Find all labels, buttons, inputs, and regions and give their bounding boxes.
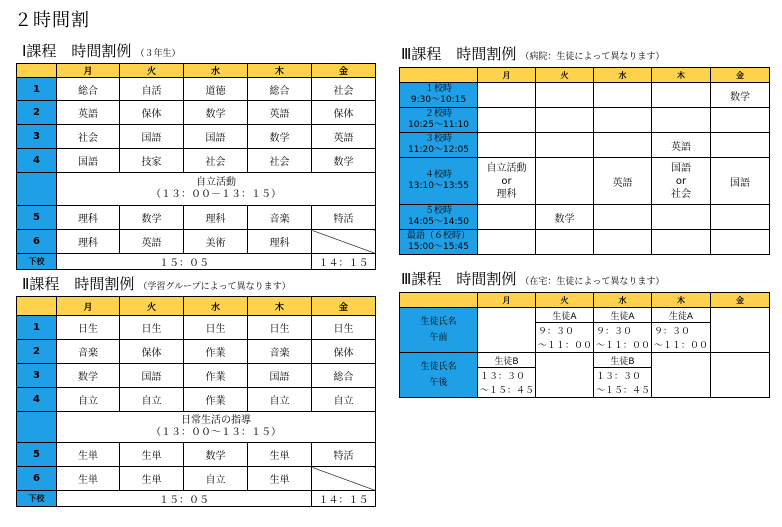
dismissal-label: 下校 xyxy=(17,254,57,270)
subject-cell: 作業 xyxy=(184,340,248,364)
subject-cell: 作業 xyxy=(184,364,248,388)
dismissal-label: 下校 xyxy=(17,491,57,507)
subject-cell: 技家 xyxy=(120,149,184,173)
time-end: ～１１：００ xyxy=(594,338,652,353)
student-name-label: 生徒氏名 xyxy=(420,317,457,327)
day-tue: 火 xyxy=(120,64,184,78)
subject-cell xyxy=(478,205,536,230)
course2-note: （学習グループによって異なります） xyxy=(138,282,291,292)
course1-heading xyxy=(22,40,180,61)
period-label xyxy=(400,158,478,205)
day-tue: 火 xyxy=(536,293,594,308)
day-tue: 火 xyxy=(120,297,184,316)
period-number: 4 xyxy=(17,149,57,173)
subject-cell: 保体 xyxy=(312,101,376,125)
subject-cell: 自立 xyxy=(312,388,376,412)
special-activity-name: 日常生活の指導 xyxy=(181,415,251,426)
subject-cell xyxy=(536,83,594,108)
subject-cell: 音楽 xyxy=(248,340,312,364)
subject-cell: 生単 xyxy=(120,467,184,491)
daily-life-guidance xyxy=(57,412,376,443)
period-number: 4 xyxy=(17,388,57,412)
subject-cell: 数学 xyxy=(184,443,248,467)
corner-cell xyxy=(400,68,478,83)
subject-cell xyxy=(652,108,711,133)
course2-timetable xyxy=(16,296,376,507)
time-start: ９：３０ xyxy=(594,323,652,338)
subject-cell: 国語 xyxy=(184,125,248,149)
subject-cell: 美術 xyxy=(184,230,248,254)
header-row xyxy=(400,68,770,83)
subject-cell: 社会 xyxy=(248,149,312,173)
table-row xyxy=(17,364,376,388)
course3-hospital-heading xyxy=(401,43,664,64)
pm-label: 午後 xyxy=(429,378,448,388)
student-a-cell: 生徒A xyxy=(536,308,594,323)
course3-home-note: （在宅：生徒によって異なります） xyxy=(520,277,665,287)
special-activity-time: （１３：００－１３：１５） xyxy=(151,189,281,200)
student-name-label: 生徒氏名 xyxy=(420,362,457,372)
page-title: ２時間割 xyxy=(14,10,90,31)
afternoon-row xyxy=(400,353,770,368)
day-thu: 木 xyxy=(248,297,312,316)
subject-option: 理科 xyxy=(496,188,517,200)
subject-cell: 英語 xyxy=(594,158,652,205)
period-number: 3 xyxy=(17,364,57,388)
afternoon-label xyxy=(400,353,478,398)
subject-cell xyxy=(652,205,711,230)
period-number: 5 xyxy=(17,206,57,230)
subject-cell xyxy=(478,230,536,255)
period-number: 1 xyxy=(17,78,57,101)
subject-option: 自立活動 xyxy=(486,162,527,174)
subject-cell xyxy=(478,133,536,158)
subject-cell: 社会 xyxy=(312,78,376,101)
subject-cell: 日生 xyxy=(57,316,120,340)
special-row xyxy=(17,412,376,443)
subject-cell: 数学 xyxy=(184,101,248,125)
time-end: ～１１：００ xyxy=(536,338,594,353)
empty-slot xyxy=(312,230,376,254)
subject-cell xyxy=(594,133,652,158)
subject-cell xyxy=(478,158,536,205)
subject-cell xyxy=(711,133,770,158)
subject-cell: 保体 xyxy=(120,340,184,364)
subject-cell: 特活 xyxy=(312,443,376,467)
subject-cell xyxy=(594,230,652,255)
subject-cell xyxy=(594,108,652,133)
period-number: 2 xyxy=(17,340,57,364)
table-row xyxy=(400,158,770,205)
subject-cell: 英語 xyxy=(120,230,184,254)
empty-slot xyxy=(536,353,594,398)
corner-cell xyxy=(400,293,478,308)
table-row xyxy=(17,101,376,125)
subject-cell xyxy=(594,83,652,108)
empty-slot xyxy=(478,308,536,353)
course3-hospital-timetable xyxy=(399,67,770,255)
subject-cell xyxy=(652,83,711,108)
day-mon: 月 xyxy=(57,297,120,316)
student-a-cell: 生徒A xyxy=(652,308,711,323)
table-row xyxy=(400,133,770,158)
subject-cell: 数学 xyxy=(536,205,594,230)
special-activity xyxy=(57,173,376,206)
period-number: 2 xyxy=(17,101,57,125)
subject-cell: 総合 xyxy=(312,364,376,388)
course1-title: Ⅰ課程 時間割例 xyxy=(22,42,132,60)
subject-cell: 国語 xyxy=(120,364,184,388)
subject-cell: 日生 xyxy=(184,316,248,340)
dismissal-time-fri: １４：１５ xyxy=(312,254,376,270)
period-time: 10:25～11:10 xyxy=(408,120,469,130)
subject-cell: 保体 xyxy=(312,340,376,364)
period-label xyxy=(400,133,478,158)
subject-cell: 保体 xyxy=(120,101,184,125)
course3-note: （病院：生徒によって異なります） xyxy=(520,52,665,62)
subject-cell: 数学 xyxy=(711,83,770,108)
time-end: ～１１：００ xyxy=(652,338,711,353)
course3-home-timetable xyxy=(399,292,770,398)
day-mon: 月 xyxy=(478,68,536,83)
subject-cell xyxy=(652,158,711,205)
dismissal-time-fri: １４：１５ xyxy=(312,491,376,507)
dismissal-row xyxy=(17,491,376,507)
subject-cell: 音楽 xyxy=(248,206,312,230)
table-row xyxy=(17,230,376,254)
morning-label xyxy=(400,308,478,353)
subject-cell: 生単 xyxy=(57,467,120,491)
subject-cell: 国語 xyxy=(120,125,184,149)
subject-cell: 自立 xyxy=(248,388,312,412)
corner-cell xyxy=(17,297,57,316)
corner-cell xyxy=(17,64,57,78)
subject-cell: 作業 xyxy=(184,388,248,412)
period-number: 6 xyxy=(17,230,57,254)
subject-cell: 社会 xyxy=(184,149,248,173)
day-wed: 水 xyxy=(184,297,248,316)
table-row xyxy=(400,83,770,108)
table-row xyxy=(17,443,376,467)
table-row xyxy=(17,340,376,364)
period-name: ３校時 xyxy=(424,134,452,144)
empty-slot xyxy=(711,353,770,398)
course2-title: Ⅱ課程 時間割例 xyxy=(22,275,135,293)
subject-cell: 理科 xyxy=(57,230,120,254)
subject-cell: 道徳 xyxy=(184,78,248,101)
course3-title: Ⅲ課程 時間割例 xyxy=(401,45,517,63)
table-row xyxy=(17,149,376,173)
day-thu: 木 xyxy=(652,293,711,308)
subject-cell: 英語 xyxy=(312,125,376,149)
day-mon: 月 xyxy=(478,293,536,308)
course1-note: （３年生） xyxy=(135,49,181,59)
period-time: 9:30～10:15 xyxy=(410,95,467,105)
period-name: ４校時 xyxy=(424,170,452,180)
subject-cell xyxy=(594,205,652,230)
empty-slot xyxy=(312,467,376,491)
dismissal-row xyxy=(17,254,376,270)
period-name: ２校時 xyxy=(424,109,452,119)
subject-cell: 日生 xyxy=(248,316,312,340)
special-activity-name: 自立活動 xyxy=(196,177,236,188)
period-name: ５校時 xyxy=(424,206,452,216)
subject-cell: 生単 xyxy=(57,443,120,467)
table-row xyxy=(17,78,376,101)
table-row xyxy=(400,230,770,255)
period-name: 最語（６校時） xyxy=(406,231,470,241)
day-fri: 金 xyxy=(711,293,770,308)
period-number: 6 xyxy=(17,467,57,491)
table-row xyxy=(400,205,770,230)
am-label: 午前 xyxy=(429,333,448,343)
subject-cell: 自活 xyxy=(120,78,184,101)
subject-cell: 音楽 xyxy=(57,340,120,364)
period-time: 15:00～15:45 xyxy=(408,242,469,252)
time-end: ～１５：４５ xyxy=(478,383,536,398)
dismissal-time: １５：０５ xyxy=(57,254,312,270)
subject-option: 社会 xyxy=(671,188,691,200)
or-text: or xyxy=(501,175,512,187)
period-number: 5 xyxy=(17,443,57,467)
or-text: or xyxy=(675,175,687,187)
day-fri: 金 xyxy=(711,68,770,83)
day-mon: 月 xyxy=(57,64,120,78)
special-activity-time: （１３：００～１３：１５） xyxy=(151,427,281,438)
subject-cell xyxy=(478,108,536,133)
subject-cell xyxy=(711,205,770,230)
course1-timetable xyxy=(16,63,376,270)
subject-cell: 社会 xyxy=(57,125,120,149)
subject-cell: 数学 xyxy=(120,206,184,230)
subject-cell: 特活 xyxy=(312,206,376,230)
subject-cell: 自立 xyxy=(57,388,120,412)
table-row xyxy=(17,316,376,340)
table-row xyxy=(400,108,770,133)
subject-cell: 数学 xyxy=(312,149,376,173)
subject-cell xyxy=(536,230,594,255)
time-start: １３：３０ xyxy=(478,368,536,383)
course2-heading xyxy=(22,273,291,294)
subject-cell: 総合 xyxy=(248,78,312,101)
period-time: 11:20～12:05 xyxy=(408,145,469,155)
header-row xyxy=(17,64,376,78)
subject-cell: 英語 xyxy=(57,101,120,125)
special-row xyxy=(17,173,376,206)
subject-cell: 日生 xyxy=(120,316,184,340)
student-a-cell: 生徒A xyxy=(594,308,652,323)
table-row xyxy=(17,388,376,412)
period-label xyxy=(400,205,478,230)
time-start: ９：３０ xyxy=(652,323,711,338)
dismissal-time: １５：０５ xyxy=(57,491,312,507)
subject-cell xyxy=(536,133,594,158)
blank-label xyxy=(17,173,57,206)
subject-cell xyxy=(711,230,770,255)
subject-cell: 数学 xyxy=(57,364,120,388)
blank-label xyxy=(17,412,57,443)
empty-slot xyxy=(652,353,711,398)
subject-cell xyxy=(711,108,770,133)
period-time: 14:05～14:50 xyxy=(408,217,469,227)
subject-cell: 生単 xyxy=(248,467,312,491)
subject-cell: 日生 xyxy=(312,316,376,340)
header-row xyxy=(400,293,770,308)
course3-home-heading xyxy=(401,268,664,289)
day-wed: 水 xyxy=(594,293,652,308)
day-thu: 木 xyxy=(652,68,711,83)
morning-row xyxy=(400,308,770,323)
day-thu: 木 xyxy=(248,64,312,78)
subject-cell: 理科 xyxy=(248,230,312,254)
time-end: ～１５：４５ xyxy=(594,383,652,398)
subject-cell xyxy=(478,83,536,108)
table-row xyxy=(17,125,376,149)
period-time: 13:10～13:55 xyxy=(408,181,469,191)
period-label xyxy=(400,83,478,108)
table-row xyxy=(17,467,376,491)
day-tue: 火 xyxy=(536,68,594,83)
subject-cell: 総合 xyxy=(57,78,120,101)
day-wed: 水 xyxy=(184,64,248,78)
period-name: １校時 xyxy=(424,84,452,94)
subject-cell: 英語 xyxy=(248,101,312,125)
empty-slot xyxy=(711,308,770,353)
time-start: １３：３０ xyxy=(594,368,652,383)
subject-cell: 数学 xyxy=(248,125,312,149)
day-fri: 金 xyxy=(312,297,376,316)
table-row xyxy=(17,206,376,230)
header-row xyxy=(17,297,376,316)
day-fri: 金 xyxy=(312,64,376,78)
subject-cell: 理科 xyxy=(57,206,120,230)
period-label xyxy=(400,230,478,255)
subject-cell: 生単 xyxy=(120,443,184,467)
student-b-cell: 生徒B xyxy=(594,353,652,368)
period-number: 1 xyxy=(17,316,57,340)
subject-cell: 自立 xyxy=(184,467,248,491)
subject-option: 国語 xyxy=(671,162,691,174)
subject-cell: 生単 xyxy=(248,443,312,467)
subject-cell: 自立 xyxy=(120,388,184,412)
subject-cell xyxy=(536,158,594,205)
period-number: 3 xyxy=(17,125,57,149)
subject-cell: 国語 xyxy=(57,149,120,173)
subject-cell: 国語 xyxy=(248,364,312,388)
subject-cell xyxy=(652,230,711,255)
subject-cell: 国語 xyxy=(711,158,770,205)
subject-cell: 英語 xyxy=(652,133,711,158)
student-b-cell: 生徒B xyxy=(478,353,536,368)
time-start: ９：３０ xyxy=(536,323,594,338)
period-label xyxy=(400,108,478,133)
course3-home-title: Ⅲ課程 時間割例 xyxy=(401,270,517,288)
subject-cell xyxy=(536,108,594,133)
subject-cell: 理科 xyxy=(184,206,248,230)
day-wed: 水 xyxy=(594,68,652,83)
